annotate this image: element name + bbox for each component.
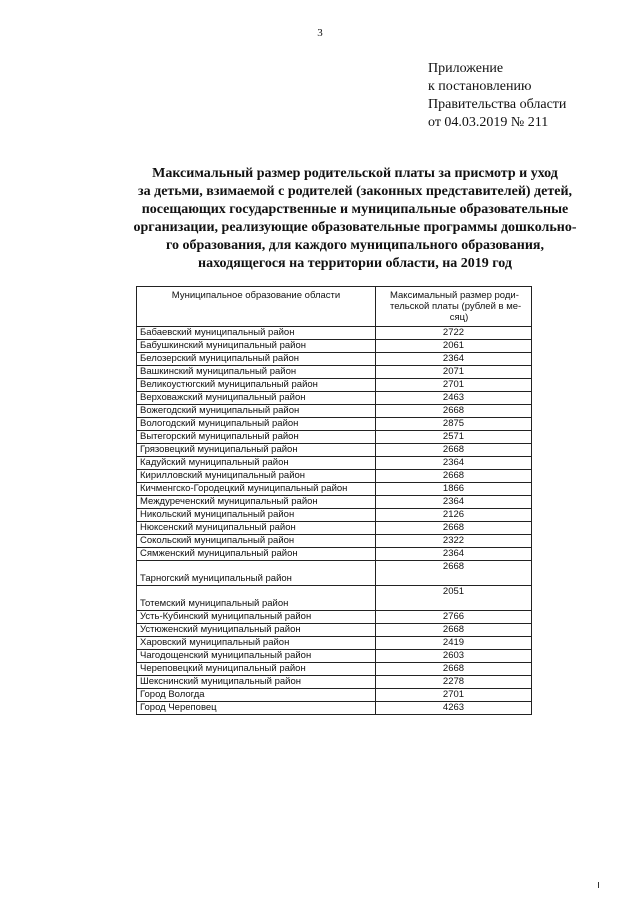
fee-cell: 2603 xyxy=(376,650,532,663)
table-row xyxy=(137,444,532,457)
fee-cell: 2364 xyxy=(376,496,532,509)
municipality-cell: Верховажский муниципальный район xyxy=(137,392,376,405)
table-row xyxy=(137,327,532,340)
municipality-cell: Белозерский муниципальный район xyxy=(137,353,376,366)
title-line: го образования, для каждого муниципального образования, xyxy=(166,238,544,253)
header-max-fee xyxy=(376,287,532,327)
fee-cell: 2051 xyxy=(376,586,532,611)
table-row xyxy=(137,431,532,444)
fee-cell: 2875 xyxy=(376,418,532,431)
municipality-cell: Вологодский муниципальный район xyxy=(137,418,376,431)
fee-cell: 2668 xyxy=(376,470,532,483)
table-row xyxy=(137,535,532,548)
table-row xyxy=(137,509,532,522)
appendix-line: Правительства области xyxy=(428,97,567,112)
table-row xyxy=(137,663,532,676)
fee-cell: 2668 xyxy=(376,624,532,637)
document-title xyxy=(100,165,610,273)
appendix-line: к постановлению xyxy=(428,79,532,94)
municipality-cell: Вожегодский муниципальный район xyxy=(137,405,376,418)
fee-cell: 2061 xyxy=(376,340,532,353)
table-row xyxy=(137,366,532,379)
fee-cell: 2668 xyxy=(376,444,532,457)
fee-cell: 2364 xyxy=(376,353,532,366)
title-line: за детьми, взимаемой с родителей (законных представителей) детей, xyxy=(137,184,573,199)
fee-cell: 4263 xyxy=(376,702,532,715)
table-row xyxy=(137,561,532,586)
municipality-cell: Бабаевский муниципальный район xyxy=(137,327,376,340)
municipality-cell: Кирилловский муниципальный район xyxy=(137,470,376,483)
appendix-line: Приложение xyxy=(428,61,504,76)
table-row xyxy=(137,483,532,496)
table-row xyxy=(137,392,532,405)
municipality-cell: Шекснинский муниципальный район xyxy=(137,676,376,689)
fee-cell: 2364 xyxy=(376,457,532,470)
fee-cell: 2322 xyxy=(376,535,532,548)
municipality-cell: Грязовецкий муниципальный район xyxy=(137,444,376,457)
fee-cell: 2071 xyxy=(376,366,532,379)
municipality-cell: Вытегорский муниципальный район xyxy=(137,431,376,444)
municipality-cell: Кичменгско-Городецкий муниципальный район xyxy=(137,483,376,496)
table-row xyxy=(137,457,532,470)
fee-cell: 2668 xyxy=(376,561,532,586)
municipality-cell: Никольский муниципальный район xyxy=(137,509,376,522)
fee-cell: 2668 xyxy=(376,405,532,418)
municipality-cell: Кадуйский муниципальный район xyxy=(137,457,376,470)
header-max-fee-line: сяц) xyxy=(449,312,469,323)
municipality-cell: Череповецкий муниципальный район xyxy=(137,663,376,676)
table-row xyxy=(137,702,532,715)
municipality-cell: Чагодощенский муниципальный район xyxy=(137,650,376,663)
table-row xyxy=(137,611,532,624)
fee-cell: 2463 xyxy=(376,392,532,405)
header-municipality: Муниципальное образование области xyxy=(137,287,376,327)
fee-cell: 2701 xyxy=(376,689,532,702)
table-row xyxy=(137,548,532,561)
table-row xyxy=(137,340,532,353)
title-line: находящегося на территории области, на 2019 год xyxy=(198,256,512,271)
table-row xyxy=(137,624,532,637)
fee-cell: 2419 xyxy=(376,637,532,650)
fee-cell: 2278 xyxy=(376,676,532,689)
header-max-fee-line: тельской платы (рублей в ме- xyxy=(390,301,522,312)
table-row xyxy=(137,637,532,650)
table-row xyxy=(137,676,532,689)
table-row xyxy=(137,496,532,509)
table-row xyxy=(137,586,532,611)
table-row xyxy=(137,418,532,431)
municipality-cell: Бабушкинский муниципальный район xyxy=(137,340,376,353)
table-row xyxy=(137,470,532,483)
appendix-line: от 04.03.2019 № 211 xyxy=(428,115,549,130)
municipality-cell: Сокольский муниципальный район xyxy=(137,535,376,548)
scan-mark xyxy=(598,882,599,888)
municipality-cell: Нюксенский муниципальный район xyxy=(137,522,376,535)
fees-table xyxy=(136,286,532,715)
title-line: организации, реализующие образовательные программы дошкольно- xyxy=(133,220,577,235)
fee-cell: 2571 xyxy=(376,431,532,444)
table-header-row xyxy=(137,287,532,327)
table-row xyxy=(137,353,532,366)
municipality-cell: Тарногский муниципальный район xyxy=(137,561,376,586)
fee-cell: 2701 xyxy=(376,379,532,392)
header-max-fee-line: Максимальный размер роди- xyxy=(390,290,519,301)
fee-cell: 2668 xyxy=(376,663,532,676)
title-line: посещающих государственные и муниципальные образовательные xyxy=(141,202,569,217)
fee-cell: 2126 xyxy=(376,509,532,522)
municipality-cell: Устюженский муниципальный район xyxy=(137,624,376,637)
table-row xyxy=(137,689,532,702)
table-row xyxy=(137,405,532,418)
municipality-cell: Междуреченский муниципальный район xyxy=(137,496,376,509)
fee-cell: 2668 xyxy=(376,522,532,535)
page-number: 3 xyxy=(317,27,323,39)
municipality-cell: Великоустюгский муниципальный район xyxy=(137,379,376,392)
title-line: Максимальный размер родительской платы за присмотр и уход xyxy=(152,166,558,181)
table-row xyxy=(137,650,532,663)
table-row xyxy=(137,379,532,392)
municipality-cell: Харовский муниципальный район xyxy=(137,637,376,650)
fee-cell: 2766 xyxy=(376,611,532,624)
municipality-cell: Сямженский муниципальный район xyxy=(137,548,376,561)
municipality-cell: Тотемский муниципальный район xyxy=(137,586,376,611)
table-row xyxy=(137,522,532,535)
appendix-block xyxy=(428,60,628,132)
fee-cell: 1866 xyxy=(376,483,532,496)
municipality-cell: Усть-Кубинский муниципальный район xyxy=(137,611,376,624)
municipality-cell: Город Вологда xyxy=(137,689,376,702)
fee-cell: 2364 xyxy=(376,548,532,561)
municipality-cell: Вашкинский муниципальный район xyxy=(137,366,376,379)
fee-cell: 2722 xyxy=(376,327,532,340)
municipality-cell: Город Череповец xyxy=(137,702,376,715)
